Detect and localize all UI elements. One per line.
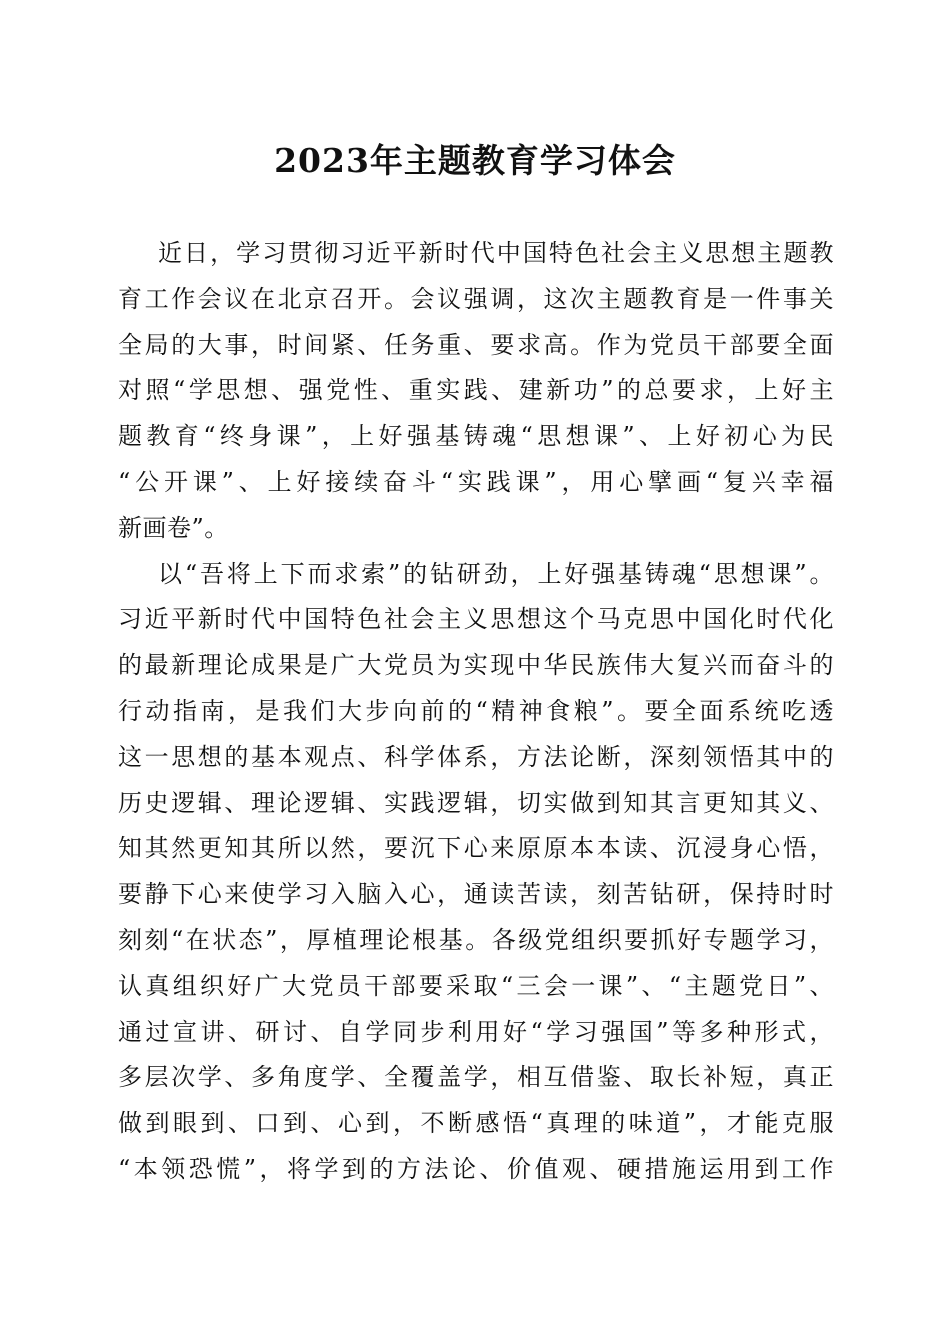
paragraph-line: 题教育“终身课”，上好强基铸魂“思想课”、上好初心为民	[118, 422, 834, 451]
paragraph-line: 以“吾将上下而求索”的钻研劲，上好强基铸魂“思想课”。	[158, 559, 834, 588]
paragraph-line: 通过宣讲、研讨、自学同步利用好“学习强国”等多种形式，	[118, 1017, 834, 1046]
document-body	[118, 231, 834, 1193]
paragraph-line: 认真组织好广大党员干部要采取“三会一课”、“主题党日”、	[118, 971, 834, 1000]
paragraph-line: 新画卷”。	[118, 513, 229, 542]
paragraph-line: 的最新理论成果是广大党员为实现中华民族伟大复兴而奋斗的	[118, 651, 834, 680]
paragraph-line: 历史逻辑、理论逻辑、实践逻辑，切实做到知其言更知其义、	[118, 788, 834, 817]
paragraph-line: 习近平新时代中国特色社会主义思想这个马克思中国化时代化	[118, 605, 834, 634]
paragraph-line: 要静下心来使学习入脑入心，通读苦读，刻苦钻研，保持时时	[118, 880, 834, 909]
paragraph-line: 行动指南，是我们大步向前的“精神食粮”。要全面系统吃透	[118, 696, 834, 725]
paragraph-line: 知其然更知其所以然，要沉下心来原原本本读、沉浸身心悟，	[118, 834, 834, 863]
paragraph-line: 全局的大事，时间紧、任务重、要求高。作为党员干部要全面	[118, 330, 834, 359]
paragraph-line: “本领恐慌”，将学到的方法论、价值观、硬措施运用到工作	[118, 1154, 834, 1183]
paragraph-line: 近日，学习贯彻习近平新时代中国特色社会主义思想主题教	[158, 239, 834, 267]
paragraph-line: 刻刻“在状态”，厚植理论根基。各级党组织要抓好专题学习，	[118, 925, 834, 954]
paragraph-line: 做到眼到、口到、心到，不断感悟“真理的味道”，才能克服	[118, 1109, 834, 1138]
paragraph-line: “公开课”、上好接续奋斗“实践课”，用心擘画“复兴幸福	[118, 467, 834, 496]
paragraph-line: 育工作会议在北京召开。会议强调，这次主题教育是一件事关	[118, 284, 834, 313]
paragraph-line: 这一思想的基本观点、科学体系，方法论断，深刻领悟其中的	[118, 742, 834, 771]
paragraph-line: 对照“学思想、强党性、重实践、建新功”的总要求，上好主	[118, 376, 834, 405]
paragraph-line: 多层次学、多角度学、全覆盖学，相互借鉴、取长补短，真正	[118, 1063, 834, 1092]
document-title: 2023年主题教育学习体会	[274, 141, 676, 180]
